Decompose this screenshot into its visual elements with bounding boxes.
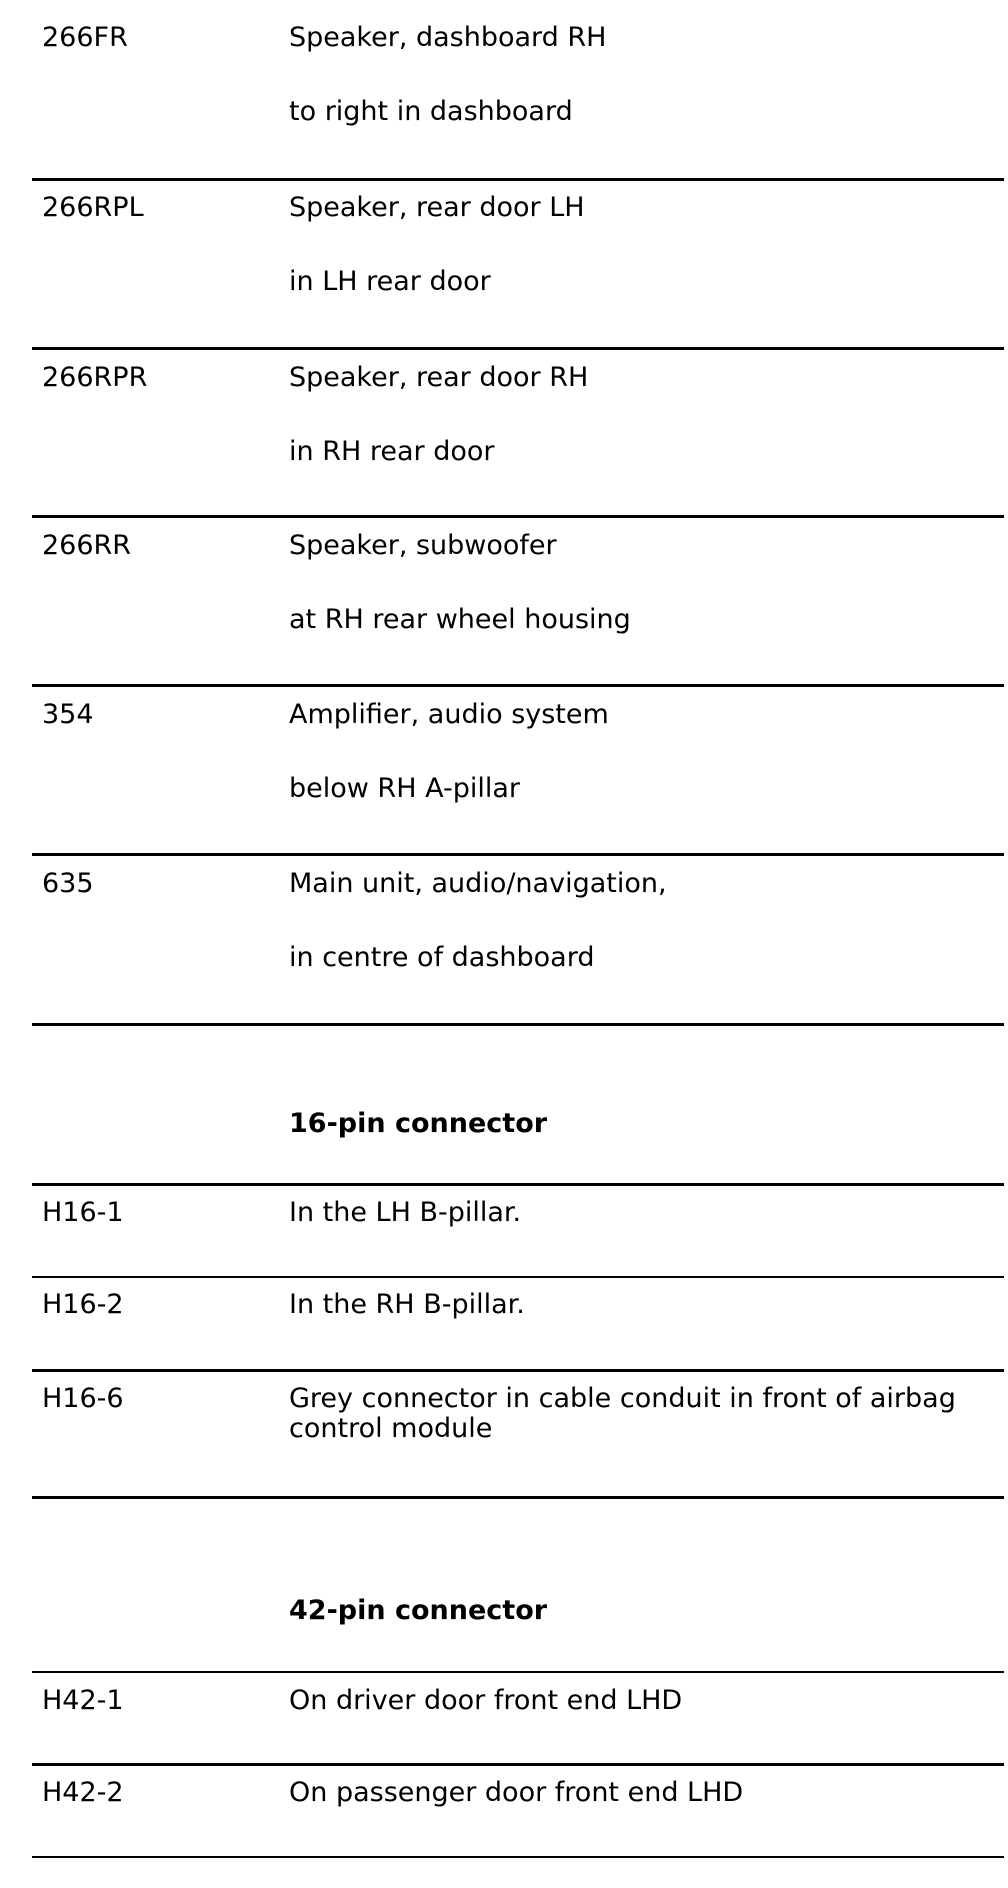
component-name: Speaker, rear door RH <box>289 362 589 393</box>
connector-16-table <box>32 1183 1004 1499</box>
component-name: Speaker, dashboard RH <box>289 22 607 53</box>
component-location: in LH rear door <box>289 266 491 297</box>
table-row <box>32 350 1004 518</box>
connector-42-table <box>32 1671 1004 1858</box>
table-row <box>32 518 1004 687</box>
component-name: Amplifier, audio system <box>289 699 609 730</box>
connector-location: In the RH B-pillar. <box>289 1289 525 1320</box>
section-heading-16-pin: 16-pin connector <box>289 1108 548 1139</box>
table-row <box>32 1278 1004 1372</box>
connector-location: In the LH B-pillar. <box>289 1197 522 1228</box>
component-location: in centre of dashboard <box>289 942 595 973</box>
table-row <box>32 856 1004 1026</box>
component-code: 266FR <box>42 22 128 53</box>
component-location: below RH A-pillar <box>289 773 520 804</box>
table-row <box>32 1186 1004 1278</box>
connector-code: H16-2 <box>42 1289 124 1320</box>
connector-code: H42-1 <box>42 1685 124 1716</box>
connector-code: H16-1 <box>42 1197 124 1228</box>
component-name: Speaker, rear door LH <box>289 192 585 223</box>
component-name: Main unit, audio/navigation, <box>289 868 667 899</box>
connector-location: On driver door front end LHD <box>289 1685 683 1716</box>
component-code: 266RR <box>42 530 132 561</box>
section-heading-42-pin: 42-pin connector <box>289 1595 548 1626</box>
component-code: 635 <box>42 868 94 899</box>
component-name: Speaker, subwoofer <box>289 530 557 561</box>
table-row <box>32 1673 1004 1766</box>
table-row <box>32 687 1004 856</box>
component-code: 266RPL <box>42 192 144 223</box>
table-row <box>32 1372 1004 1499</box>
component-code: 354 <box>42 699 94 730</box>
connector-code: H16-6 <box>42 1383 124 1414</box>
table-row <box>32 1766 1004 1858</box>
connector-location: Grey connector in cable conduit in front of airbag control module <box>289 1383 956 1444</box>
component-location: to right in dashboard <box>289 96 573 127</box>
connector-location: On passenger door front end LHD <box>289 1777 744 1808</box>
component-table <box>32 0 1004 1026</box>
table-row <box>32 181 1004 350</box>
component-location: at RH rear wheel housing <box>289 604 631 635</box>
table-row <box>32 0 1004 181</box>
connector-code: H42-2 <box>42 1777 124 1808</box>
component-location: in RH rear door <box>289 436 495 467</box>
component-code: 266RPR <box>42 362 148 393</box>
